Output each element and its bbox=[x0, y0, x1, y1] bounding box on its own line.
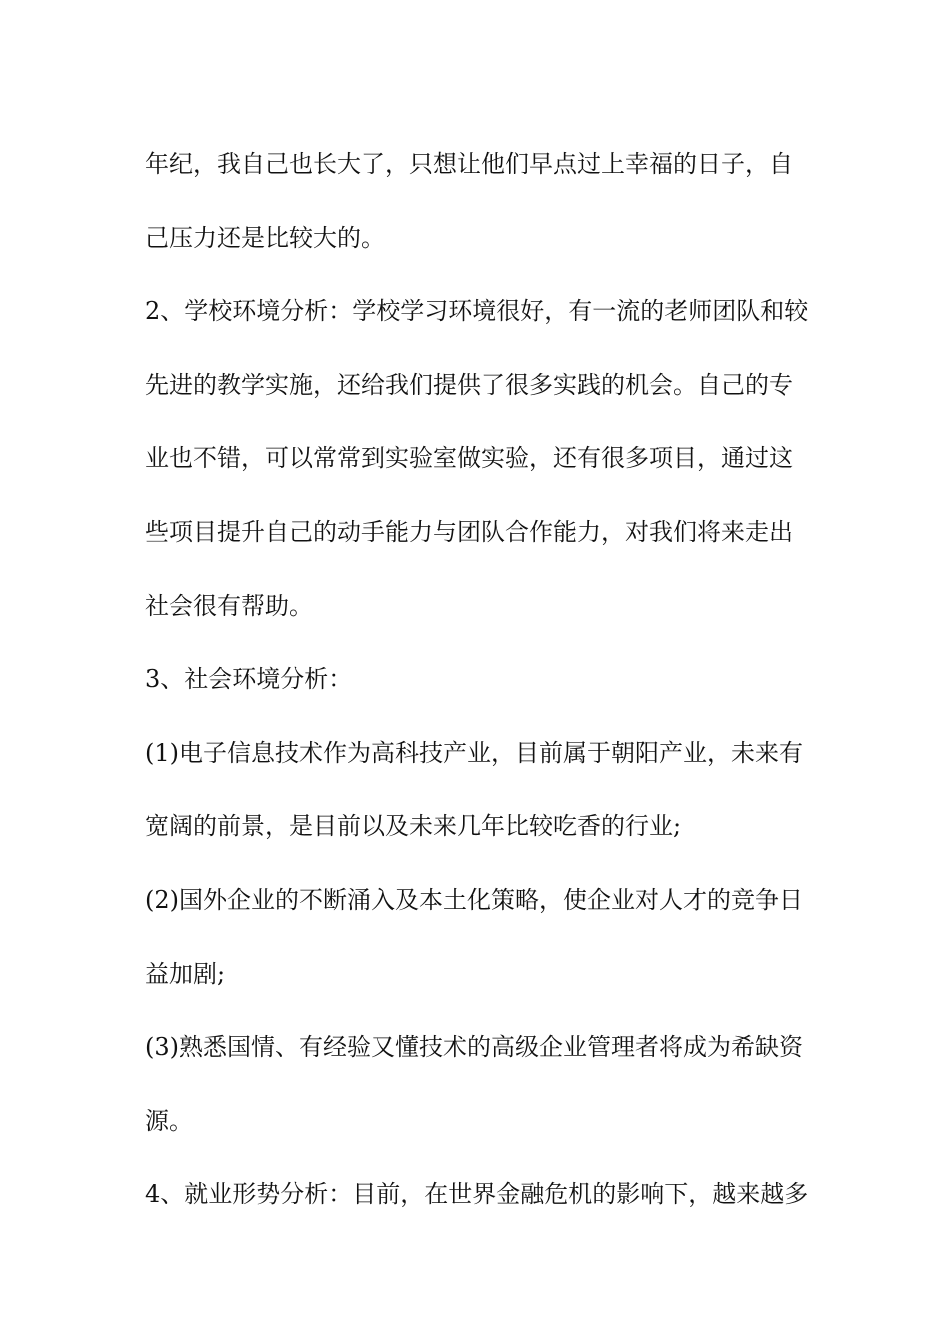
section-2-school-environment-line-2: 先进的教学实施，还给我们提供了很多实践的机会。自己的专 bbox=[145, 370, 793, 399]
section-3-item-2-line-1: (2)国外企业的不断涌入及本土化策略，使企业对人才的竞争日 bbox=[145, 885, 803, 914]
section-2-school-environment-line-1: 2、学校环境分析：学校学习环境很好，有一流的老师团队和较 bbox=[145, 297, 809, 326]
section-3-item-1-line-2: 宽阔的前景，是目前以及未来几年比较吃香的行业; bbox=[145, 812, 682, 841]
text-line-2: 己压力还是比较大的。 bbox=[145, 223, 385, 252]
document-body bbox=[145, 128, 815, 1232]
section-3-item-1-line-1: (1)电子信息技术作为高科技产业，目前属于朝阳产业，未来有 bbox=[145, 738, 803, 767]
text-line-1: 年纪，我自己也长大了，只想让他们早点过上幸福的日子，自 bbox=[145, 150, 793, 178]
section-2-school-environment-line-5: 社会很有帮助。 bbox=[145, 591, 313, 620]
section-3-heading: 3、社会环境分析： bbox=[145, 665, 353, 694]
section-4-employment-analysis-line-1: 4、就业形势分析：目前，在世界金融危机的影响下，越来越多 bbox=[145, 1180, 809, 1209]
section-3-item-2-line-2: 益加剧; bbox=[145, 959, 226, 988]
section-2-school-environment-line-4: 些项目提升自己的动手能力与团队合作能力，对我们将来走出 bbox=[145, 517, 793, 546]
section-3-item-3-line-2: 源。 bbox=[145, 1106, 193, 1135]
section-2-school-environment-line-3: 业也不错，可以常常到实验室做实验，还有很多项目，通过这 bbox=[145, 444, 793, 473]
section-3-item-3-line-1: (3)熟悉国情、有经验又懂技术的高级企业管理者将成为希缺资 bbox=[145, 1033, 803, 1062]
